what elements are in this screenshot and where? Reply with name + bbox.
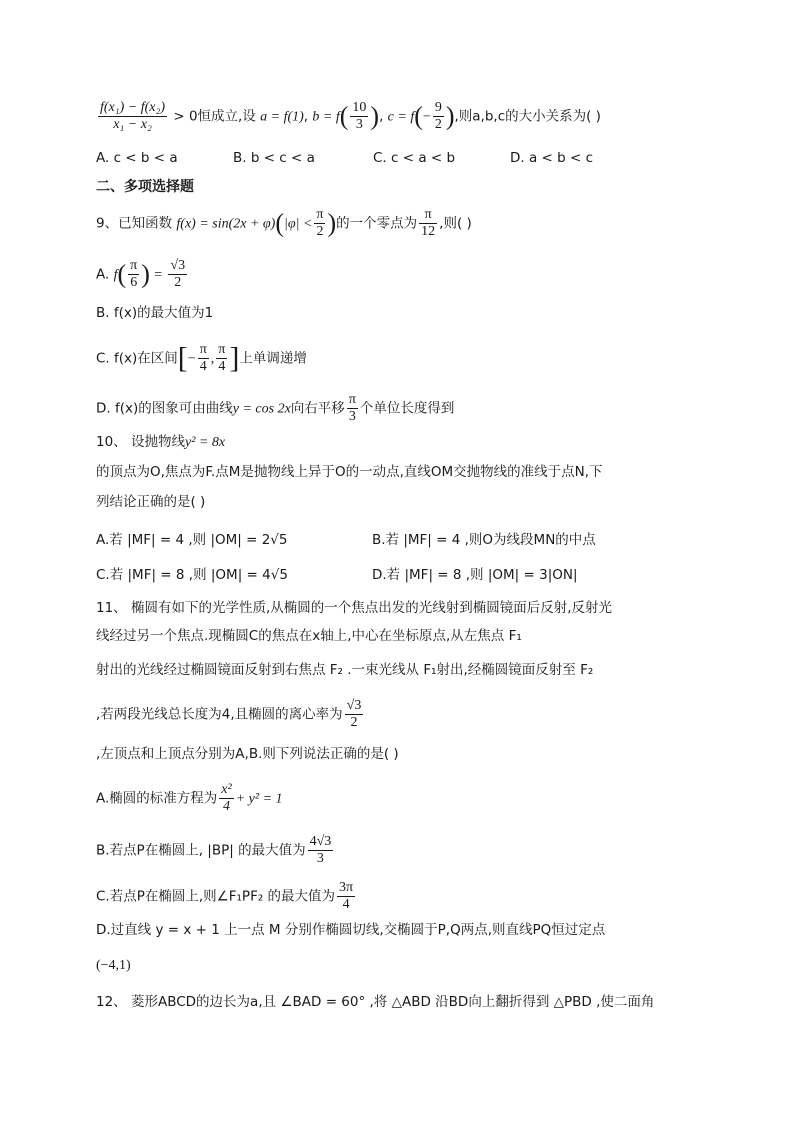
q8-difference-quotient: $\frac{\text{f(x₁) − f(x₂)}}{\text{x₁ − x₂}}$ [100, 100, 166, 132]
q8-option-c[interactable]: C. c < a < b [373, 150, 456, 166]
q11-stem-line-4: ,若两段光线总长度为4,且椭圆的离心率为 $\frac{√3}{2}$ [96, 698, 362, 730]
q9-stem: 9、已知函数 f(x) = sin(2x + φ)(|φ| < $\frac{\pi}{2}$ )的一个零点为 $\frac{\pi}{12}$ ,则( ) [96, 207, 472, 239]
q10-option-d[interactable]: D.若 |MF| = 8 ,则 |OM| = 3|ON| [372, 567, 578, 583]
q9-option-c[interactable]: C. f(x)在区间[− $\frac{\pi}{4}$ , $\frac{\pi}{4}$ ]上单调递增 [96, 341, 307, 375]
q11-option-b[interactable]: B.若点P在椭圆上, |BP| 的最大值为 $\frac{4√3}{3}$ [96, 834, 332, 866]
q11-stem-line-5: ,左顶点和上顶点分别为A,B.则下列说法正确的是( ) [96, 746, 399, 762]
q11-stem-line-3: 射出的光线经过椭圆镜面反射到右焦点 F₂ .一束光线从 F₁射出,经椭圆镜面反射至 F₂ [96, 662, 594, 678]
q10-stem-line-2: 的顶点为O,焦点为F.点M是抛物线上异于O的一动点,直线OM交抛物线的准线于点N,下 [96, 464, 603, 480]
q9-option-d[interactable]: D. f(x)的图象可由曲线y = cos 2x向右平移 $\frac{\pi}{3}$ 个单位长度得到 [96, 392, 455, 424]
q10-option-b[interactable]: B.若 |MF| = 4 ,则O为线段MN的中点 [372, 532, 596, 548]
q10-stem-line-1: 10、 设抛物线y² = 8x [96, 434, 226, 450]
q10-option-c[interactable]: C.若 |MF| = 8 ,则 |OM| = 4√5 [96, 567, 288, 583]
q10-option-a[interactable]: A.若 |MF| = 4 ,则 |OM| = 2√5 [96, 532, 288, 548]
q11-stem-line-1: 11、 椭圆有如下的光学性质,从椭圆的一个焦点出发的光线射到椭圆镜面后反射,反射光 [96, 600, 613, 616]
q12-stem-line-1: 12、 菱形ABCD的边长为a,且 ∠BAD = 60° ,将 △ABD 沿BD向上翻折得到 △PBD ,使二面角 [96, 994, 655, 1010]
q8-option-d[interactable]: D. a < b < c [510, 150, 594, 166]
q10-stem-line-3: 列结论正确的是( ) [96, 494, 206, 510]
q11-option-a[interactable]: A.椭圆的标准方程为 $\frac{\text{x²}}{4}$ + y² = 1 [96, 782, 283, 814]
q9-option-b[interactable]: B. f(x)的最大值为1 [96, 305, 214, 321]
q8-option-b[interactable]: B. b < c < a [233, 150, 315, 166]
q8-option-a[interactable]: A. c < b < a [96, 150, 178, 166]
q11-option-d[interactable]: D.过直线 y = x + 1 上一点 M 分别作椭圆切线,交椭圆于P,Q两点,则直线PQ恒过定点 [96, 922, 606, 938]
q8-condition-line: $\frac{\text{f(x₁) − f(x₂)}}{\text{x₁ − x₂}}$ > 0恒成立,设 a = f(1), b = f( $\frac{10}{3}$ ), c = f(− $\frac{9}{2}$ ),则a,b,c的大小关系为( ) [100, 100, 601, 132]
q9-option-a[interactable]: A. f( $\frac{\pi}{6}$ ) = $\frac{√3}{2}$ [96, 258, 186, 290]
q11-stem-line-2: 线经过另一个焦点.现椭圆C的焦点在x轴上,中心在坐标原点,从左焦点 F₁ [96, 628, 522, 644]
q11-option-d-point: (−4,1) [96, 958, 131, 973]
q11-option-c[interactable]: C.若点P在椭圆上,则∠F₁PF₂ 的最大值为 $\frac{3\pi}{4}$ [96, 880, 354, 912]
section-heading-multiple-choice: 二、多项选择题 [96, 179, 194, 195]
